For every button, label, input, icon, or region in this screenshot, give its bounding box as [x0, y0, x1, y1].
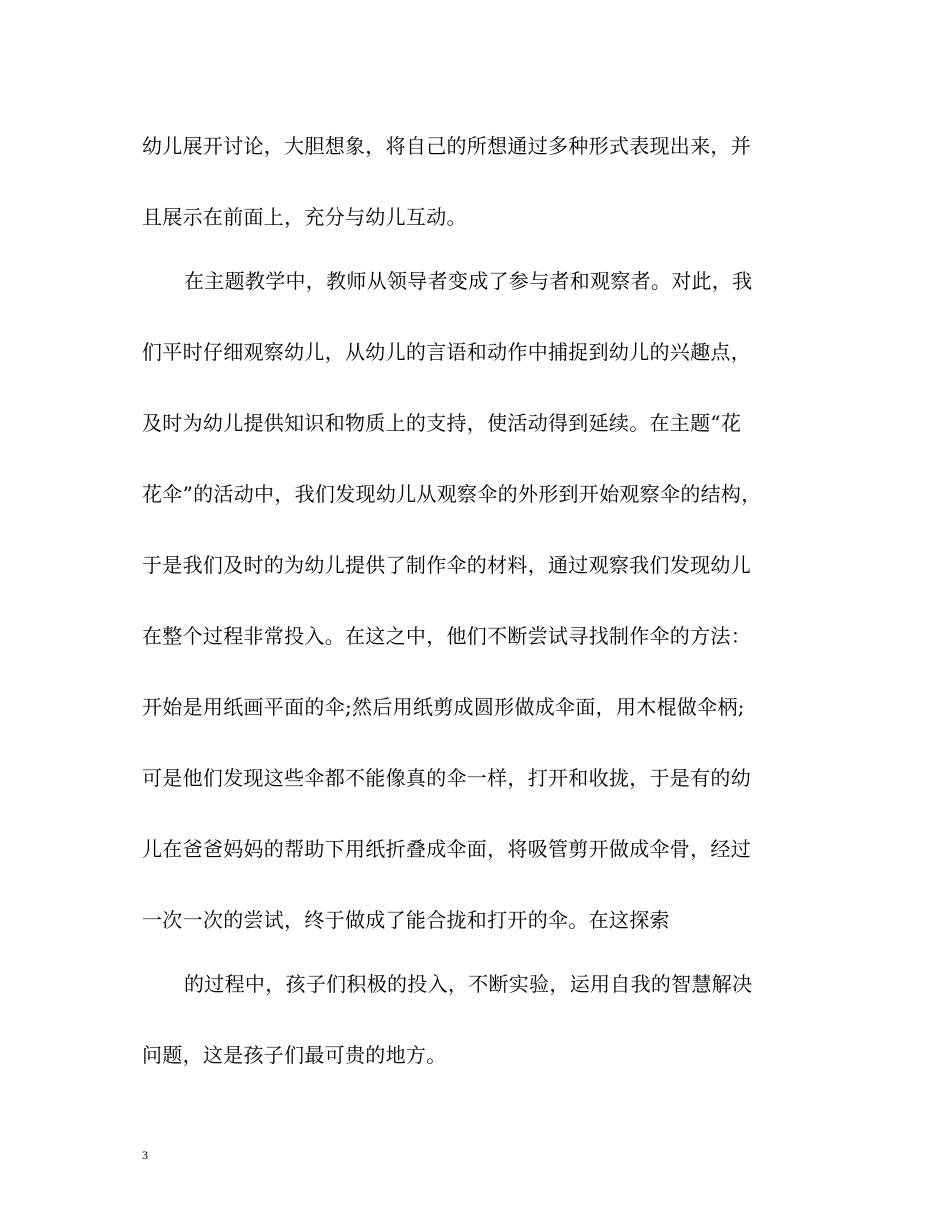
text-line: 儿在爸爸妈妈的帮助下用纸折叠成伞面，将吸管剪开做成伞骨，经过 — [142, 837, 751, 861]
text-line: 于是我们及时的为幼儿提供了制作伞的材料，通过观察我们发现幼儿 — [142, 553, 751, 577]
text-line: 的过程中，孩子们积极的投入，不断实验，运用自我的智慧解决 — [184, 972, 753, 996]
text-line: 一次一次的尝试，终于做成了能合拢和打开的伞。在这探索 — [142, 908, 670, 932]
text-line: 及时为幼儿提供知识和物质上的支持，使活动得到延续。在主题“花 — [142, 411, 742, 435]
text-line: 在整个过程非常投入。在这之中，他们不断尝试寻找制作伞的方法： — [142, 624, 751, 648]
text-line: 且展示在前面上，充分与幼儿互动。 — [142, 205, 467, 229]
text-line: 问题，这是孩子们最可贵的地方。 — [142, 1043, 447, 1067]
text-line: 开始是用纸画平面的伞;然后用纸剪成圆形做成伞面，用木棍做伞柄; — [142, 695, 745, 719]
text-line: 在主题教学中，教师从领导者变成了参与者和观察者。对此，我 — [184, 269, 753, 293]
text-line: 幼儿展开讨论，大胆想象，将自己的所想通过多种形式表现出来，并 — [142, 134, 751, 158]
page-number: 3 — [142, 1148, 148, 1162]
text-line: 花伞”的活动中，我们发现幼儿从观察伞的外形到开始观察伞的结构， — [142, 482, 762, 506]
text-line: 可是他们发现这些伞都不能像真的伞一样，打开和收拢，于是有的幼 — [142, 766, 751, 790]
text-line: 们平时仔细观察幼儿，从幼儿的言语和动作中捕捉到幼儿的兴趣点， — [142, 340, 751, 364]
